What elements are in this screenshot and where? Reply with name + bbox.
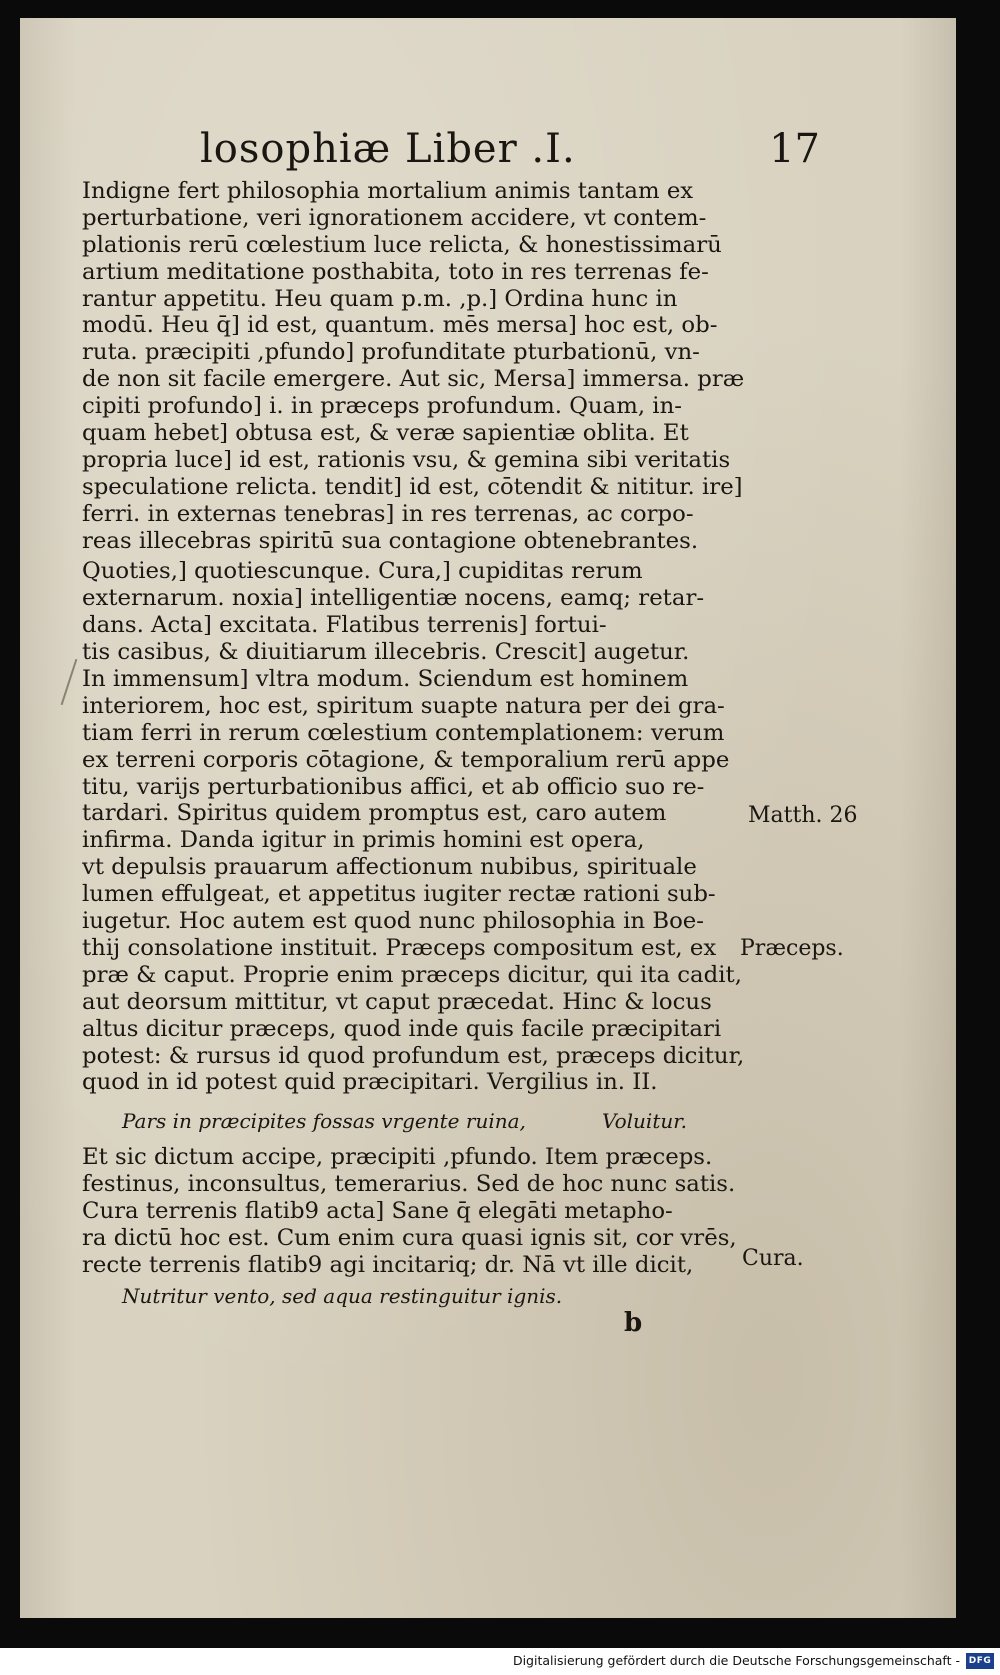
text-line: titu, varijs perturbationibus affici, et ab officio suo re- [82,773,705,800]
text-line: lumen effulgeat, et appetitus iugiter rectæ rationi sub- [82,881,716,908]
text-line: propria luce] id est, rationis vsu, & gemina sibi veritatis [82,446,731,473]
text-line: aut deorsum mittitur, vt caput præcedat. Hinc & locus [82,988,712,1015]
text-line: reas illecebras spiritū sua contagione obtenebrantes. [82,527,699,554]
book-page [20,18,956,1618]
footer-bar [0,1648,1000,1675]
text-line: cipiti profundo] i. in præceps profundum. Quam, in- [82,393,682,420]
text-line: artium meditatione posthabita, toto in res terrenas fe- [82,258,709,285]
running-title: losophiæ Liber .I. [200,126,576,172]
text-line: Et sic dictum accipe, præcipiti ,pfundo. Item præceps. [82,1144,713,1171]
commentary-text [82,178,792,1311]
text-line: festinus, inconsultus, temerarius. Sed de hoc nunc satis. [82,1171,736,1198]
text-line: præ & caput. Proprie enim præceps dicitur, qui ita cadit, [82,961,742,988]
text-line: ruta. præcipiti ,pfundo] profunditate pturbationū, vn- [82,339,700,366]
text-line: interiorem, hoc est, spiritum suapte natura per dei gra- [82,692,725,719]
text-line: quam hebet] obtusa est, & veræ sapientiæ oblita. Et [82,420,689,447]
text-line: potest: & rursus id quod profundum est, præceps dicitur, [82,1042,745,1069]
text-line: rantur appetitu. Heu quam p.m. ,p.] Ordina hunc in [82,285,678,312]
text-line: perturbatione, veri ignorationem accidere, vt contem- [82,204,707,231]
text-line: tardari. Spiritus quidem promptus est, caro autem [82,800,667,827]
text-line: altus dicitur præceps, quod inde quis facile præcipitari [82,1015,722,1042]
text-line: ra dictū hoc est. Cum enim cura quasi ignis sit, cor vrēs, [82,1224,737,1251]
page-number: 17 [769,126,820,172]
verse-quotation [82,1106,792,1136]
text-line: quod in id potest quid præcipitari. Vergilius in. II. [82,1069,658,1096]
text-line: Indigne fert philosophia mortalium animis tantam ex [82,178,694,204]
funding-notice: Digitalisierung gefördert durch die Deutsche Forschungsgemeinschaft - [512,1653,960,1668]
text-line: Quoties,] quotiescunque. Cura,] cupiditas rerum [82,558,643,585]
text-line: Cura terrenis flatib9 acta] Sane q̄ elegāti metapho- [82,1198,673,1225]
running-header [200,126,820,186]
text-line: iugetur. Hoc autem est quod nunc philosophia in Boe- [82,908,704,935]
text-line: plationis rerū cœlestium luce relicta, & honestissimarū [82,231,722,258]
text-line: thij consolatione instituit. Præceps compositum est, ex [82,934,717,961]
text-line: externarum. noxia] intelligentiæ nocens, eamq; retar- [82,585,705,612]
text-line: modū. Heu q̄] id est, quantum. mēs mersa] hoc est, ob- [82,312,718,339]
text-line: In immensum] vltra modum. Sciendum est hominem [82,666,689,693]
text-line: tis casibus, & diuitiarum illecebris. Crescit] augetur. [82,639,690,666]
margin-note-cura: Cura. [742,1246,804,1271]
text-line: speculatione relicta. tendit] id est, cōtendit & nititur. ire] [82,473,743,500]
signature-mark: b [624,1308,643,1338]
verse-quotation: Nutritur vento, sed aqua restinguitur ignis. [122,1283,563,1308]
margin-pen-mark [61,659,78,705]
margin-note-matth: Matth. 26 [748,803,858,828]
dfg-logo: DFG [966,1653,994,1669]
text-line: tiam ferri in rerum cœlestium contemplationem: verum [82,719,725,746]
margin-note-praeceps: Præceps. [740,936,844,961]
text-line: vt depulsis prauarum affectionum nubibus, spirituale [82,854,697,881]
text-line: ferri. in externas tenebras] in res terrenas, ac corpo- [82,500,694,527]
text-line: dans. Acta] excitata. Flatibus terrenis] fortui- [82,612,607,639]
verse-text: Pars in præcipites fossas vrgente ruina, [122,1109,526,1134]
text-line: infirma. Danda igitur in primis homini est opera, [82,827,645,854]
text-line: de non sit facile emergere. Aut sic, Mersa] immersa. præ [82,366,745,393]
verse-continuation: Voluitur. [602,1109,687,1134]
text-line: recte terrenis flatib9 agi incitariq; dr. Nā vt ille dicit, [82,1251,694,1278]
text-line: ex terreni corporis cōtagione, & temporalium rerū appe [82,746,730,773]
